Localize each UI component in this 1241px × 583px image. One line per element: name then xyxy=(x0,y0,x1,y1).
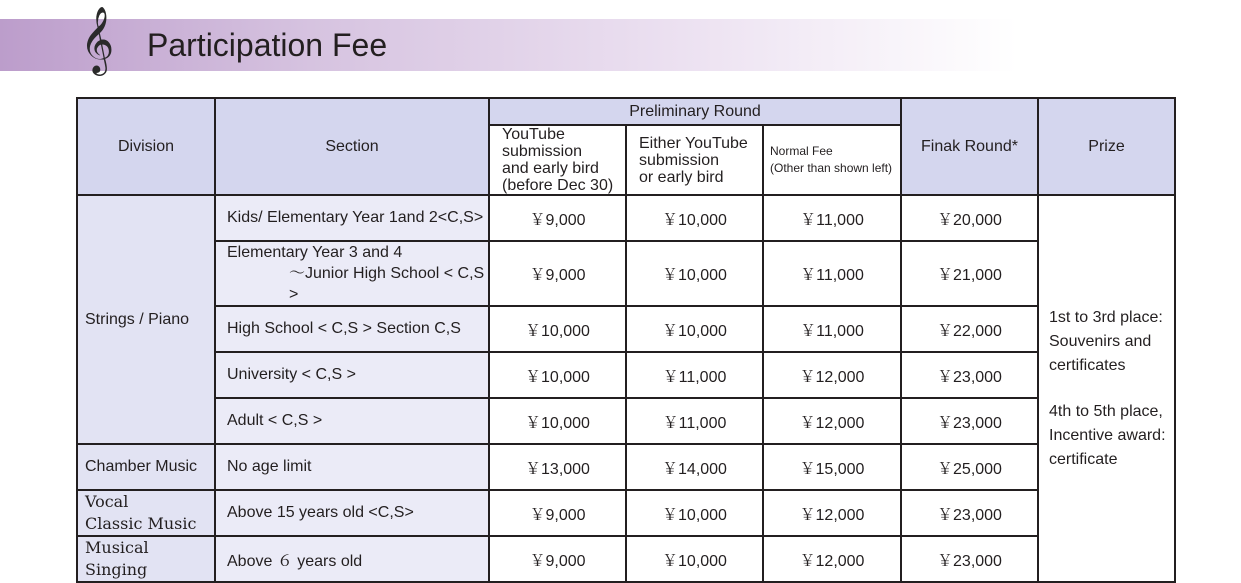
section-cell: No age limit xyxy=(215,444,489,490)
fee-cell: ￥14,000 xyxy=(626,444,763,490)
fee-cell: ￥10,000 xyxy=(489,398,626,444)
subheader-line: (before Dec 30) xyxy=(502,177,614,194)
fee-cell: ￥10,000 xyxy=(489,352,626,398)
table-row xyxy=(77,536,1175,582)
prize-line: certificate xyxy=(1049,450,1118,468)
final-fee-cell: ￥22,000 xyxy=(901,306,1038,352)
fee-cell: ￥10,000 xyxy=(489,306,626,352)
division-vocal-classic-music xyxy=(77,490,215,536)
fee-cell: ￥12,000 xyxy=(763,352,901,398)
header-final-round: Finak Round* xyxy=(901,98,1038,195)
header-division: Division xyxy=(77,98,215,195)
fee-cell: ￥10,000 xyxy=(626,241,763,306)
subheader-line: (Other than shown left) xyxy=(770,161,893,175)
table-row xyxy=(77,490,1175,536)
section-line: ～Junior High School < C,S > xyxy=(289,265,485,303)
fee-cell: ￥11,000 xyxy=(763,195,901,241)
treble-clef-icon: 𝄞 xyxy=(80,5,115,73)
division-strings-piano: Strings / Piano xyxy=(77,195,215,444)
section-cell xyxy=(215,241,489,306)
division-line: Classic Music xyxy=(85,514,197,533)
subheader-either xyxy=(626,125,763,195)
table-row xyxy=(77,398,1175,444)
final-fee-cell: ￥20,000 xyxy=(901,195,1038,241)
fee-cell: ￥10,000 xyxy=(626,195,763,241)
fee-cell: ￥12,000 xyxy=(763,536,901,582)
prize-spacer xyxy=(1049,378,1174,400)
subheader-normal-fee xyxy=(763,125,901,195)
fee-cell: ￥9,000 xyxy=(489,490,626,536)
prize-line: Souvenirs and xyxy=(1049,332,1152,350)
subheader-youtube-early-bird xyxy=(489,125,626,195)
fee-cell: ￥9,000 xyxy=(489,195,626,241)
final-fee-cell: ￥25,000 xyxy=(901,444,1038,490)
final-fee-cell: ￥21,000 xyxy=(901,241,1038,306)
subheader-line: Normal Fee xyxy=(770,144,833,158)
final-fee-cell: ￥23,000 xyxy=(901,536,1038,582)
final-fee-cell: ￥23,000 xyxy=(901,398,1038,444)
table-row xyxy=(77,241,1175,306)
table-row xyxy=(77,195,1175,241)
section-cell: Adult < C,S > xyxy=(215,398,489,444)
section-cell: Above ６ years old xyxy=(215,536,489,582)
fee-cell: ￥12,000 xyxy=(763,398,901,444)
section-line: Elementary Year 3 and 4 xyxy=(227,244,403,261)
section-cell: Kids/ Elementary Year 1and 2<C,S> xyxy=(215,195,489,241)
table-row xyxy=(77,352,1175,398)
prize-line: 1st to 3rd place: xyxy=(1049,308,1163,326)
header-section: Section xyxy=(215,98,489,195)
header-prize: Prize xyxy=(1038,98,1175,195)
division-chamber-music: Chamber Music xyxy=(77,444,215,490)
fee-cell: ￥11,000 xyxy=(626,352,763,398)
fee-table xyxy=(76,97,1176,583)
prize-cell xyxy=(1038,195,1175,582)
final-fee-cell: ￥23,000 xyxy=(901,490,1038,536)
fee-cell: ￥11,000 xyxy=(763,306,901,352)
fee-cell: ￥10,000 xyxy=(626,306,763,352)
fee-cell: ￥15,000 xyxy=(763,444,901,490)
table-row xyxy=(77,444,1175,490)
fee-cell: ￥9,000 xyxy=(489,536,626,582)
table-row xyxy=(77,306,1175,352)
page-title: Participation Fee xyxy=(147,27,388,63)
division-musical-singing: Musical Singing xyxy=(77,536,215,582)
fee-cell: ￥10,000 xyxy=(626,536,763,582)
subheader-line: YouTube submission xyxy=(502,126,583,160)
section-cell: High School < C,S > Section C,S xyxy=(215,306,489,352)
prize-line: Incentive award: xyxy=(1049,426,1166,444)
section-cell: University < C,S > xyxy=(215,352,489,398)
fee-cell: ￥13,000 xyxy=(489,444,626,490)
final-fee-cell: ￥23,000 xyxy=(901,352,1038,398)
fee-cell: ￥11,000 xyxy=(626,398,763,444)
subheader-line: Either YouTube xyxy=(639,134,748,152)
section-cell: Above 15 years old <C,S> xyxy=(215,490,489,536)
fee-cell: ￥12,000 xyxy=(763,490,901,536)
fee-cell: ￥11,000 xyxy=(763,241,901,306)
prize-line: certificates xyxy=(1049,356,1126,374)
subheader-line: and early bird xyxy=(502,160,599,177)
division-line: Vocal xyxy=(85,492,129,511)
header-preliminary-round: Preliminary Round xyxy=(489,98,901,125)
fee-cell: ￥9,000 xyxy=(489,241,626,306)
subheader-line: submission xyxy=(639,151,720,169)
subheader-line: or early bird xyxy=(639,168,724,186)
fee-cell: ￥10,000 xyxy=(626,490,763,536)
prize-line: 4th to 5th place, xyxy=(1049,402,1163,420)
